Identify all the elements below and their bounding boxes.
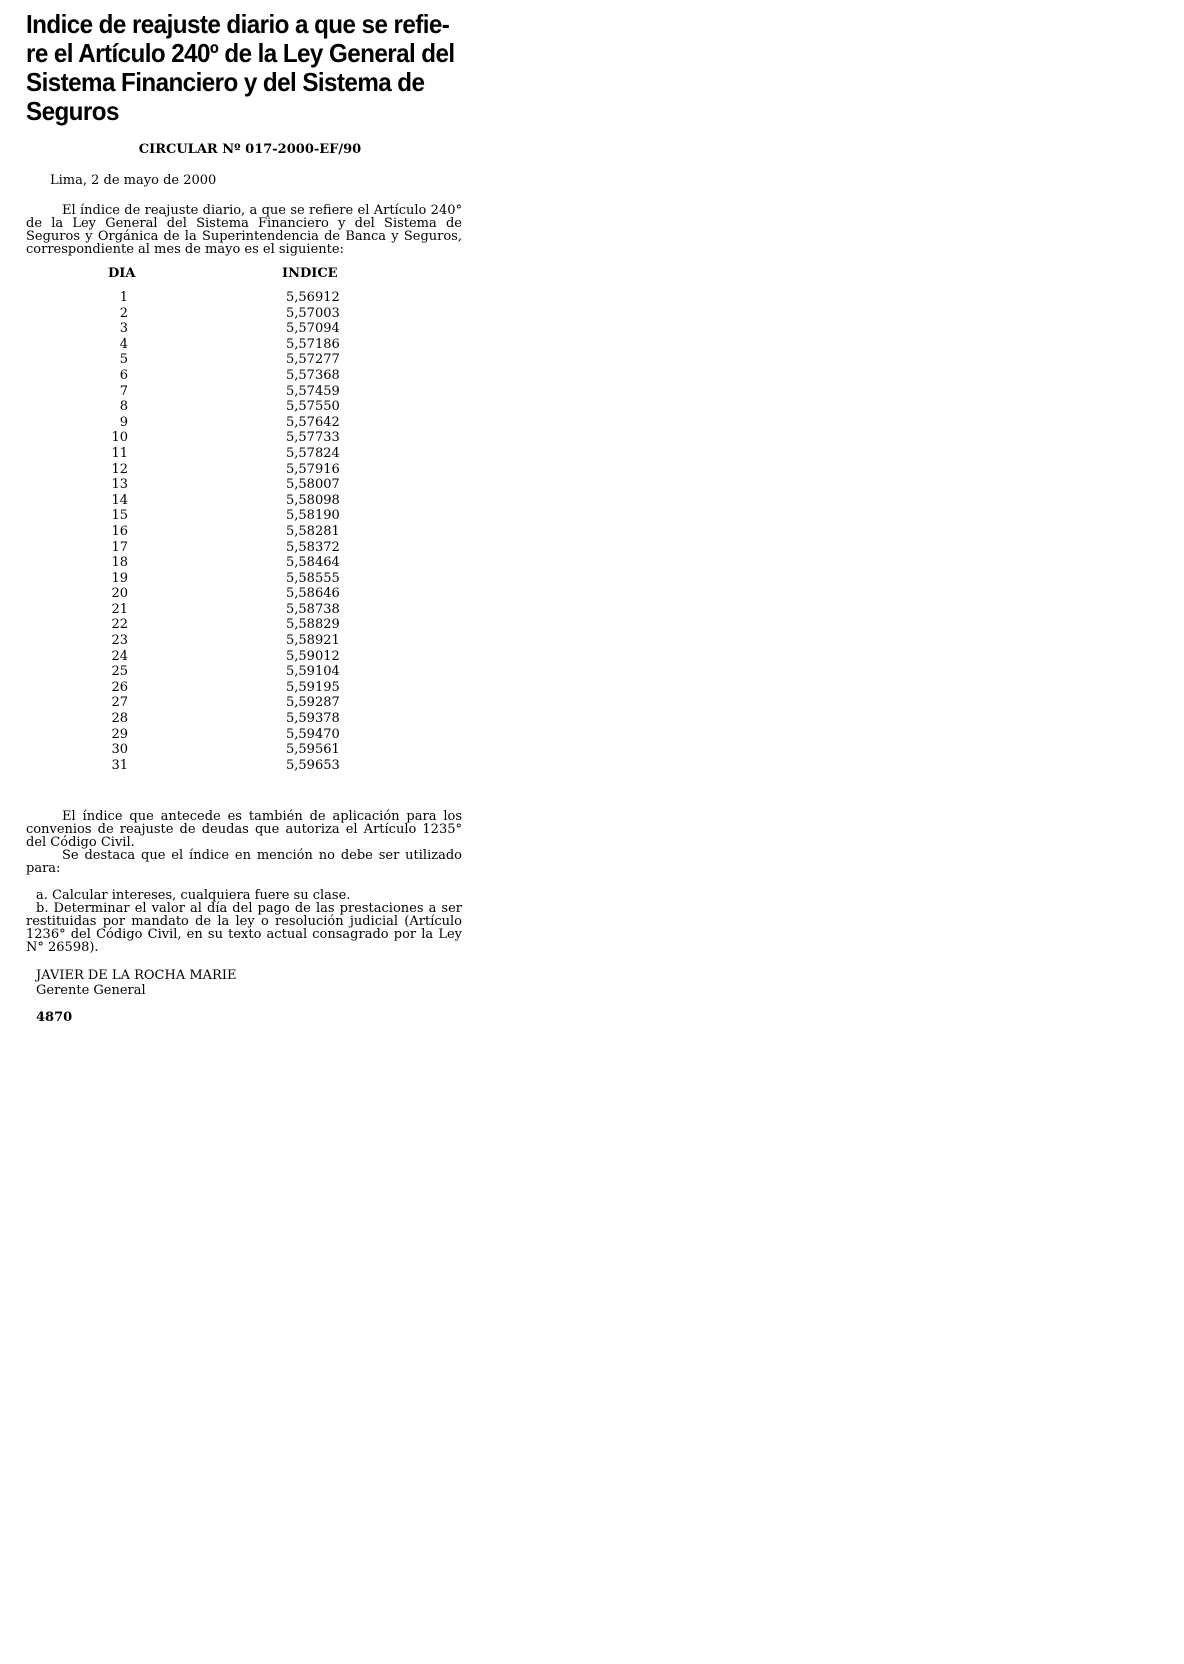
index-cell: 5,58190 (286, 508, 340, 524)
index-table (26, 266, 462, 786)
table-row (26, 695, 462, 711)
column-header-day: DIA (108, 266, 136, 281)
table-row (26, 321, 462, 337)
table-row (26, 742, 462, 758)
index-cell: 5,58098 (286, 492, 340, 508)
table-row (26, 446, 462, 462)
headline-line: Sistema Financiero y del Sistema de (26, 67, 425, 97)
list-item: a. Calcular intereses, cualquiera fuere su clase. (36, 888, 351, 903)
table-row (26, 649, 462, 665)
day-cell: 31 (111, 757, 128, 773)
index-cell: 5,58372 (286, 539, 340, 555)
index-cell: 5,58464 (286, 555, 340, 571)
day-cell: 10 (111, 430, 128, 446)
restriction-list (26, 889, 462, 954)
day-cell: 8 (119, 399, 128, 415)
table-row (26, 430, 462, 446)
day-cell: 18 (111, 555, 128, 571)
page-number: 4870 (36, 1010, 73, 1025)
index-cell: 5,58007 (286, 477, 340, 493)
index-cell: 5,57550 (286, 399, 340, 415)
issue-date: Lima, 2 de mayo de 2000 (50, 173, 217, 188)
table-row (26, 462, 462, 478)
column-header-index: INDICE (282, 266, 338, 281)
signatory-name: JAVIER DE LA ROCHA MARIE (36, 968, 237, 983)
intro-paragraph: El índice de reajuste diario, a que se refiere el Artículo 240° de la Ley General del Sistema Financiero y del Sistema de Seguros y Orgánica de la Superintendencia de Banca y Seguros, correspondiente al mes de mayo es el siguiente: (26, 203, 462, 257)
day-cell: 29 (111, 726, 128, 742)
headline-line: Indice de reajuste diario a que se refie- (26, 9, 450, 39)
index-cell: 5,59104 (286, 664, 340, 680)
day-cell: 21 (111, 601, 128, 617)
table-row (26, 664, 462, 680)
day-cell: 5 (119, 352, 128, 368)
day-cell: 17 (111, 539, 128, 555)
day-cell: 11 (111, 445, 128, 461)
index-cell: 5,58738 (286, 601, 340, 617)
day-cell: 7 (119, 383, 128, 399)
index-cell: 5,59378 (286, 711, 340, 727)
index-cell: 5,59195 (286, 679, 340, 695)
table-row (26, 493, 462, 509)
document-column (26, 10, 462, 1025)
day-cell: 1 (119, 290, 128, 305)
day-cell: 20 (111, 586, 128, 602)
day-cell: 13 (111, 477, 128, 493)
index-cell: 5,57003 (286, 305, 340, 321)
headline-line: re el Artículo 240º de la Ley General del (26, 38, 455, 68)
table-row (26, 633, 462, 649)
index-cell: 5,59561 (286, 742, 340, 758)
day-cell: 2 (119, 305, 128, 321)
day-cell: 24 (111, 648, 128, 664)
restriction-paragraph: Se destaca que el índice en mención no debe ser utilizado para: (26, 848, 462, 876)
day-cell: 19 (111, 570, 128, 586)
headline (26, 10, 459, 126)
table-row (26, 617, 462, 633)
day-cell: 6 (119, 367, 128, 383)
table-row (26, 602, 462, 618)
day-cell: 30 (111, 742, 128, 758)
index-cell: 5,58555 (286, 570, 340, 586)
table-row (26, 508, 462, 524)
day-cell: 3 (119, 321, 128, 337)
index-cell: 5,57459 (286, 383, 340, 399)
index-cell: 5,58646 (286, 586, 340, 602)
table-row (26, 352, 462, 368)
index-cell: 5,58829 (286, 617, 340, 633)
table-row (26, 571, 462, 587)
day-cell: 25 (111, 664, 128, 680)
table-row (26, 680, 462, 696)
signature-block (36, 968, 462, 998)
list-item: b. Determinar el valor al día del pago de las prestaciones a ser restituidas por mandato de la ley o resolución judicial (Artículo 1236° del Código Civil, en su texto actual consagrado por la Ley N° 26598). (26, 901, 462, 955)
day-cell: 15 (111, 508, 128, 524)
table-row (26, 384, 462, 400)
day-cell: 22 (111, 617, 128, 633)
index-cell: 5,59287 (286, 695, 340, 711)
table-row (26, 540, 462, 556)
headline-line: Seguros (26, 96, 119, 126)
index-cell: 5,57094 (286, 321, 340, 337)
index-cell: 5,56912 (286, 290, 340, 305)
table-row (26, 337, 462, 353)
table-row (26, 586, 462, 602)
table-row (26, 290, 462, 306)
table-body (26, 290, 462, 773)
index-cell: 5,57642 (286, 414, 340, 430)
index-cell: 5,57916 (286, 461, 340, 477)
table-row (26, 555, 462, 571)
day-cell: 12 (111, 461, 128, 477)
index-cell: 5,58921 (286, 633, 340, 649)
table-row (26, 711, 462, 727)
day-cell: 27 (111, 695, 128, 711)
table-row (26, 415, 462, 431)
day-cell: 23 (111, 633, 128, 649)
index-cell: 5,59653 (286, 757, 340, 773)
index-cell: 5,57824 (286, 445, 340, 461)
index-cell: 5,57277 (286, 352, 340, 368)
table-row (26, 758, 462, 774)
signatory-title: Gerente General (36, 983, 146, 998)
day-cell: 26 (111, 679, 128, 695)
table-row (26, 524, 462, 540)
table-row (26, 399, 462, 415)
circular-number: CIRCULAR Nº 017-2000-EF/90 (138, 142, 362, 157)
day-cell: 28 (111, 711, 128, 727)
day-cell: 16 (111, 523, 128, 539)
day-cell: 4 (119, 336, 128, 352)
index-cell: 5,57186 (286, 336, 340, 352)
table-row (26, 477, 462, 493)
index-cell: 5,57368 (286, 367, 340, 383)
index-cell: 5,57733 (286, 430, 340, 446)
index-cell: 5,58281 (286, 523, 340, 539)
day-cell: 9 (119, 414, 128, 430)
index-cell: 5,59012 (286, 648, 340, 664)
day-cell: 14 (111, 492, 128, 508)
table-row (26, 306, 462, 322)
table-row (26, 727, 462, 743)
closing-paragraph: El índice que antecede es también de aplicación para los convenios de reajuste de deudas que autoriza el Artículo 1235° del Código Civil. (26, 809, 462, 850)
table-row (26, 368, 462, 384)
index-cell: 5,59470 (286, 726, 340, 742)
